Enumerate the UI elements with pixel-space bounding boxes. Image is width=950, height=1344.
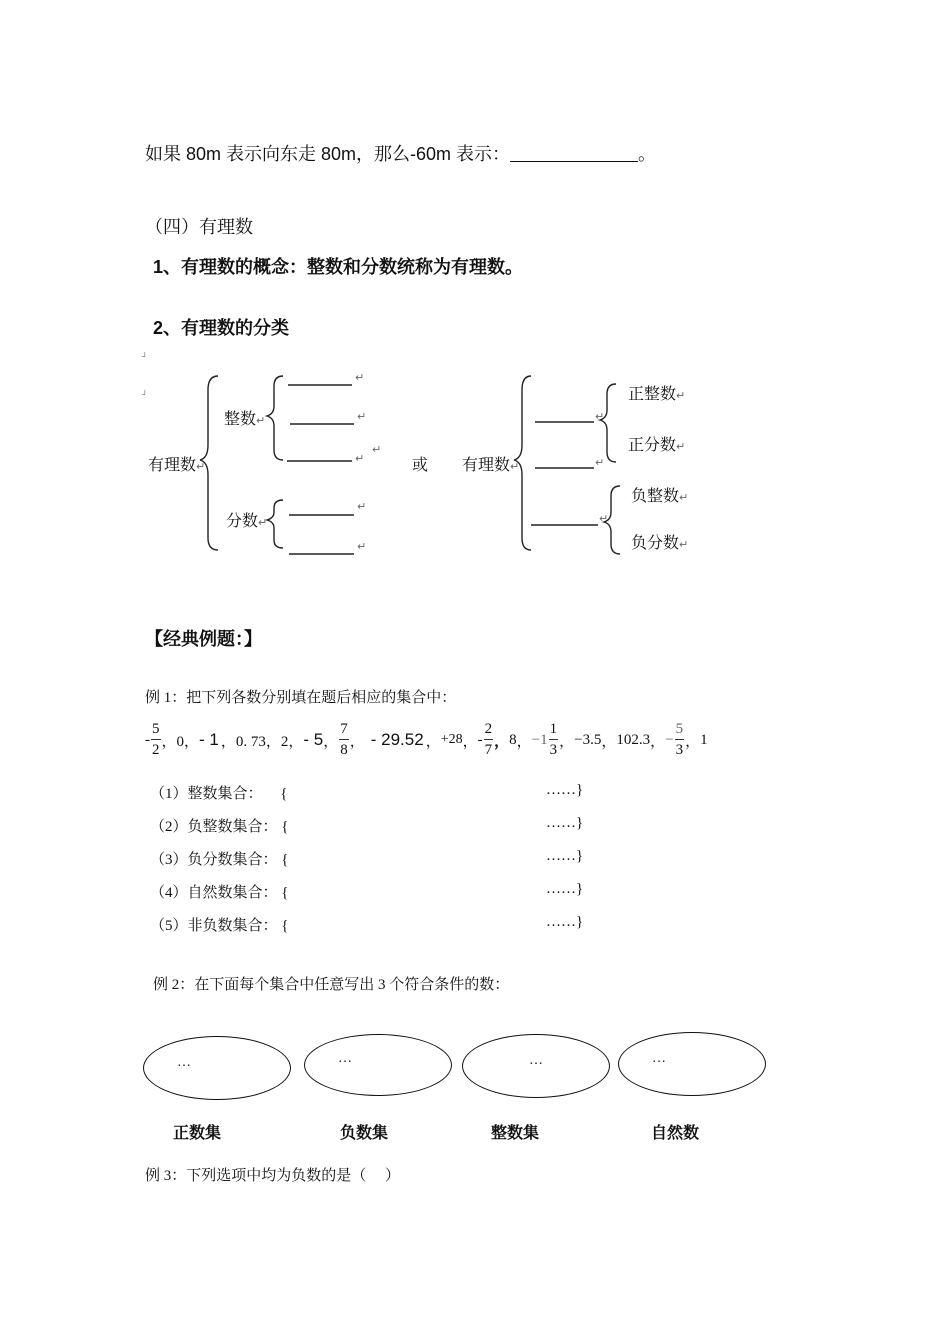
natural-set-label: 自然数 — [651, 1125, 700, 1142]
set-label-4: （4）自然数集合： — [150, 885, 278, 901]
return-mark-l1: ↵ — [355, 372, 365, 384]
diagram-pos-frac: 正分数↵ — [628, 437, 686, 454]
example1-prompt: 例 1：把下列各数分别填在题后相应的集合中： — [145, 690, 457, 706]
intro-sentence: 如果 80m 表示向东走 80m，那么-60m 表示： — [145, 144, 511, 164]
set-open-1: { — [280, 786, 288, 802]
set-label-2: （2）负整数集合： — [150, 819, 278, 835]
diagram-root-left: 有理数↵ — [148, 457, 206, 474]
num-15: 1 — [700, 731, 708, 748]
return-mark-l3: ↵ — [355, 453, 365, 465]
set-open-5: { — [281, 918, 289, 934]
num-2: ，0， — [161, 733, 200, 750]
diagram-or: 或 — [412, 457, 429, 474]
intro-end: 。 — [638, 144, 657, 164]
num-14-frac: $\frac{5}{3}$ — [675, 721, 684, 758]
set-open-3: { — [281, 852, 289, 868]
set-row-1 — [150, 782, 287, 803]
set-close-4: ……} — [546, 881, 584, 897]
set-close-5: ……} — [546, 914, 584, 930]
negative-set-label: 负数集 — [340, 1125, 389, 1142]
diagram-root-right: 有理数↵ — [462, 457, 520, 474]
examples-heading: 【经典例题：】 — [145, 629, 262, 649]
return-mark-r2: ↵ — [595, 457, 605, 469]
set-row-3 — [150, 848, 288, 869]
return-mark-l2: ↵ — [357, 411, 367, 423]
return-mark-r1: ↵ — [595, 411, 605, 423]
positive-set-ellipsis: … — [177, 1055, 191, 1070]
set-close-3: ……} — [546, 848, 584, 864]
example2-prompt: 例 2：在下面每个集合中任意写出 3 个符合条件的数： — [153, 977, 510, 993]
fraction-brace — [267, 500, 283, 548]
integer-set-ellipsis: … — [529, 1053, 543, 1068]
num-6-frac: $\frac{7}{8}$ — [340, 721, 348, 758]
negative-set-ellipsis: … — [338, 1051, 352, 1066]
integer-brace — [267, 376, 283, 460]
set-label-1: （1）整数集合： — [150, 786, 263, 802]
num-14-sign: − — [665, 731, 674, 748]
num-13: 102.3 — [616, 731, 651, 748]
return-mark-l4: ↵ — [357, 501, 367, 513]
num-5: - 5 — [303, 730, 324, 749]
return-mark-l3b: ↵ — [372, 444, 382, 456]
example3-prompt: 例 3：下列选项中均为负数的是（ ） — [145, 1168, 401, 1184]
return-mark-r3: ↵ — [599, 513, 609, 525]
num-11-whole: −1 — [531, 731, 548, 748]
num-1-frac: $\frac{5}{2}$ — [152, 721, 160, 758]
natural-set-ellipsis: … — [652, 1051, 666, 1066]
num-9-frac: $\frac{2}{7}$ — [484, 721, 493, 758]
diagram-pos-int: 正整数↵ — [628, 386, 686, 403]
set-label-3: （3）负分数集合： — [150, 852, 278, 868]
num-9-sign: - — [477, 731, 483, 748]
num-3: - 1 — [199, 730, 219, 749]
number-list: - $\frac{5}{2}$ ，0， - 1 ，0. 73，2， - 5 ， $\frac{7}{8}$ ， - 29.52 ， +28 ， - $\frac{2}{7}$ ， 8 ， −1 $\frac{1}{3}$ ， −3.5 ， 102.3 ， − $\frac{5}{3}$ ， 1 — [145, 721, 708, 758]
set-open-4: { — [281, 885, 289, 901]
num-1-sign: - — [145, 731, 150, 748]
num-10: 8 — [509, 731, 517, 748]
positive-brace — [600, 384, 616, 462]
integer-set-label: 整数集 — [491, 1125, 540, 1142]
num-7: - 29.52 — [370, 730, 424, 749]
num-4: ，0. 73，2， — [220, 733, 304, 750]
section-heading: （四）有理数 — [145, 217, 253, 237]
diagram-integer: 整数↵ — [224, 411, 266, 428]
set-open-2: { — [281, 819, 289, 835]
integer-set-ellipse[interactable] — [462, 1034, 610, 1098]
corner-mark-2: ┘ — [142, 390, 148, 399]
return-mark-l5: ↵ — [357, 541, 367, 553]
negative-set-ellipse[interactable] — [304, 1034, 452, 1096]
set-row-4 — [150, 881, 288, 902]
set-close-1: ……} — [546, 782, 584, 798]
corner-mark-1: ┘ — [142, 352, 148, 361]
answer-blank[interactable] — [510, 143, 638, 162]
classification-heading: 2、有理数的分类 — [153, 318, 290, 338]
positive-set-label: 正数集 — [173, 1125, 222, 1142]
diagram-neg-int: 负整数↵ — [631, 488, 689, 505]
diagram-neg-frac: 负分数↵ — [631, 535, 689, 552]
natural-set-ellipse[interactable] — [618, 1032, 766, 1096]
concept-line: 1、有理数的概念：整数和分数统称为有理数。 — [153, 257, 524, 277]
diagram-fraction: 分数↵ — [226, 513, 268, 530]
num-11-frac: $\frac{1}{3}$ — [549, 721, 558, 758]
set-label-5: （5）非负数集合： — [150, 918, 278, 934]
num-8: +28 — [440, 732, 463, 747]
num-12: −3.5 — [574, 731, 602, 748]
set-row-2 — [150, 815, 288, 836]
set-row-5 — [150, 914, 288, 935]
set-close-2: ……} — [546, 815, 584, 831]
positive-set-ellipse[interactable] — [143, 1036, 291, 1100]
intro-line — [145, 140, 656, 166]
